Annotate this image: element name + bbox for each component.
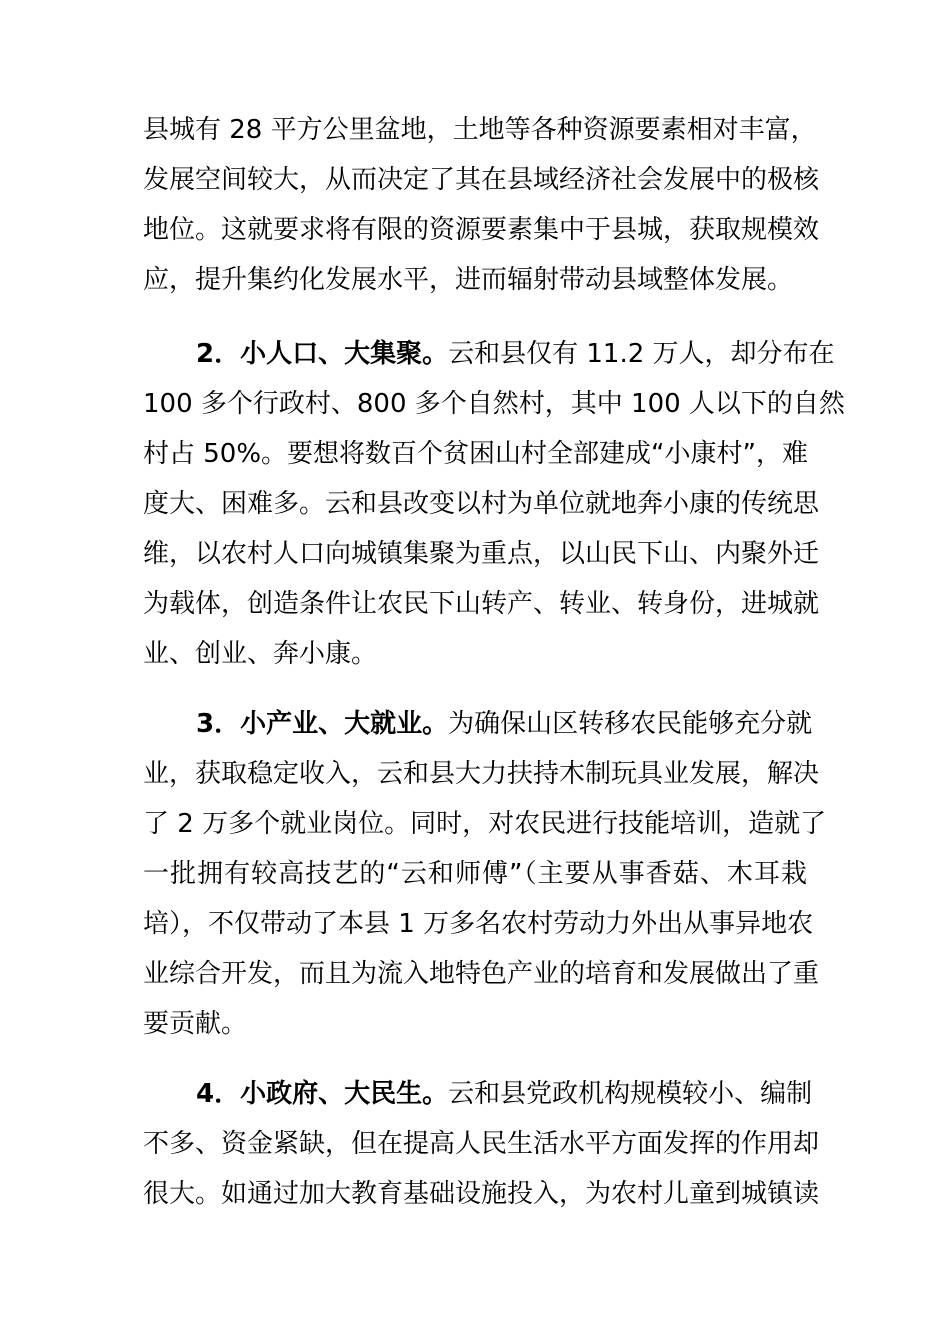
para3-line-4: 一批拥有较高技艺的“云和师傅”（主要从事香菇、木耳栽	[143, 859, 807, 889]
para2-first-text: 云和县仅有 11.2 万人，却分布在	[448, 339, 835, 369]
para1-line-1: 县城有 28 平方公里盆地，土地等各种资源要素相对丰富，	[143, 115, 817, 145]
para2-line-2: 100 多个行政村、800 多个自然村，其中 100 人以下的自然	[143, 389, 845, 419]
para3-line-5: 培），不仅带动了本县 1 万多名农村劳动力外出从事异地农	[143, 909, 814, 939]
para4-line-3: 很大。如通过加大教育基础设施投入，为农村儿童到城镇读	[143, 1179, 820, 1209]
para2-line-7: 业、创业、奔小康。	[143, 639, 378, 669]
para1-line-4: 应，提升集约化发展水平，进而辐射带动县域整体发展。	[143, 265, 794, 295]
para3-line-2: 业，获取稳定收入，云和县大力扶持木制玩具业发展，解决	[143, 759, 820, 789]
para2-line-4: 度大、困难多。云和县改变以村为单位就地奔小康的传统思	[143, 489, 820, 519]
para3-line-3: 了 2 万多个就业岗位。同时，对农民进行技能培训，造就了	[143, 809, 827, 839]
para4-line-2: 不多、资金紧缺，但在提高人民生活水平方面发挥的作用却	[143, 1129, 820, 1159]
para3-heading: 3．小产业、大就业。	[196, 709, 449, 739]
para3-first-text: 为确保山区转移农民能够充分就	[448, 709, 813, 739]
para4-line-1	[196, 1078, 813, 1110]
para1-line-3: 地位。这就要求将有限的资源要素集中于县城，获取规模效	[143, 215, 820, 245]
para2-heading: 2．小人口、大集聚。	[196, 339, 449, 369]
para3-line-6: 业综合开发，而且为流入地特色产业的培育和发展做出了重	[143, 959, 820, 989]
para2-line-3: 村占 50%。要想将数百个贫困山村全部建成“小康村”，难	[143, 439, 808, 469]
para2-line-1	[196, 338, 835, 370]
para1-line-2: 发展空间较大，从而决定了其在县域经济社会发展中的极核	[143, 165, 820, 195]
para4-first-text: 云和县党政机构规模较小、编制	[448, 1079, 813, 1109]
para2-line-5: 维，以农村人口向城镇集聚为重点，以山民下山、内聚外迁	[143, 539, 820, 569]
para4-heading: 4．小政府、大民生。	[196, 1079, 449, 1109]
para2-line-6: 为载体，创造条件让农民下山转产、转业、转身份，进城就	[143, 589, 820, 619]
para3-line-1	[196, 708, 813, 740]
para3-line-7: 要贡献。	[143, 1009, 248, 1039]
